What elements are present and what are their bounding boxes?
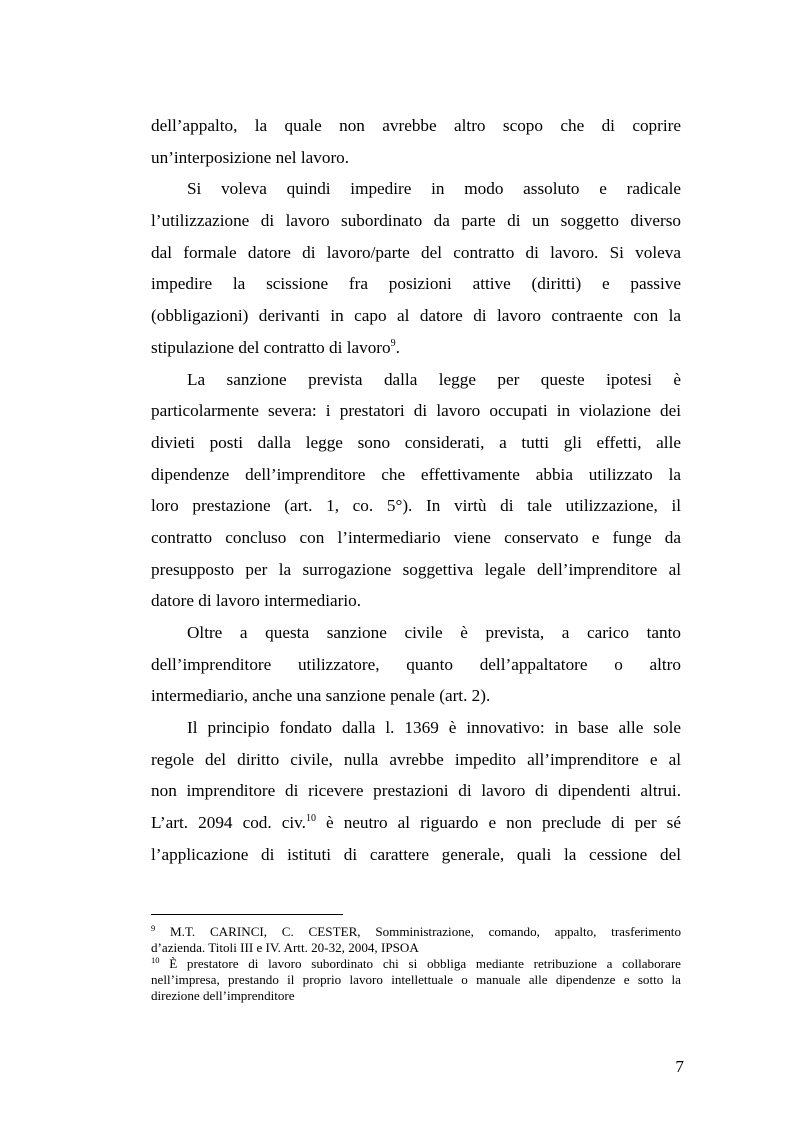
footnote-line: d’azienda. Titoli III e IV. Artt. 20-32, 2004, IPSOA [151,940,419,955]
paragraph-line-tail: . [395,337,400,357]
paragraph-line: l’utilizzazione di lavoro subordinato da parte di un soggetto diverso [151,211,681,231]
paragraph-line: Il principio fondato dalla l. 1369 è innovativo: in base alle sole [187,718,681,738]
paragraph-line: dipendenze dell’imprenditore che effettivamente abbia utilizzato la [151,464,681,484]
paragraph-line-text: stipulazione del contratto di lavoro [151,337,391,357]
paragraph-line-text: è neutro al riguardo e non preclude di per sé [315,813,681,833]
footnote-text: M.T. CARINCI, C. CESTER, Somministrazione, comando, appalto, trasferimento [155,924,681,939]
paragraph-1 [151,110,681,173]
paragraph-line: presupposto per la surrogazione soggettiva legale dell’imprenditore al [151,559,681,579]
footnote-number: 10 [151,955,160,965]
paragraph-line: intermediario, anche una sanzione penale (art. 2). [151,686,491,706]
paragraph-line: Oltre a questa sanzione civile è prevista, a carico tanto [187,623,681,642]
paragraph-line: dell’appalto, la quale non avrebbe altro scopo che di coprire [151,116,681,135]
paragraph-5 [151,712,681,870]
paragraph-line [151,807,681,839]
paragraph-line: La sanzione prevista dalla legge per queste ipotesi è [187,369,681,389]
footnotes [151,924,681,1004]
footnote-10 [151,956,681,1004]
footnote-line: nell’impresa, prestando il proprio lavoro intellettuale o manuale alle dipendenze e sotto la [151,972,681,987]
footnote-separator [151,914,343,915]
footnote-line [151,956,681,972]
paragraph-line: datore di lavoro intermediario. [151,591,361,611]
paragraph-line: dal formale datore di lavoro/parte del contratto di lavoro. Si voleva [151,242,681,262]
footnote-9 [151,924,681,956]
footnote-ref-10[interactable]: 10 [305,813,316,825]
paragraph-line: dell’imprenditore utilizzatore, quanto dell’appaltatore o altro [151,654,681,674]
paragraph-line: (obbligazioni) derivanti in capo al datore di lavoro contraente con la [151,306,681,326]
body-text [151,110,681,871]
paragraph-line: l’applicazione di istituti di carattere generale, quali la cessione del [151,844,681,864]
page-number: 7 [675,1057,684,1076]
paragraph-line-text: L’art. 2094 cod. civ. [151,813,306,833]
paragraph-3 [151,364,681,618]
paragraph-line: contratto concluso con l’intermediario viene conservato e funge da [151,527,681,547]
footnote-text: È prestatore di lavoro subordinato chi si obbliga mediante retribuzione a collaborare [159,956,681,971]
paragraph-line: Si voleva quindi impedire in modo assoluto e radicale [187,179,681,199]
paragraph-line: regole del diritto civile, nulla avrebbe impedito all’imprenditore e al [151,749,681,769]
paragraph-4 [151,617,681,712]
paragraph-line: non imprenditore di ricevere prestazioni di lavoro di dipendenti altrui. [151,781,681,801]
paragraph-line: loro prestazione (art. 1, co. 5°). In virtù di tale utilizzazione, il [151,496,681,516]
footnote-line [151,924,681,940]
footnote-number: 9 [151,923,156,933]
footnote-ref-9[interactable]: 9 [390,337,396,349]
paragraph-line: impedire la scissione fra posizioni attive (diritti) e passive [151,274,681,294]
footnote-line: direzione dell’imprenditore [151,988,295,1003]
paragraph-line [151,332,681,364]
paragraph-line: divieti posti dalla legge sono considerati, a tutti gli effetti, alle [151,432,681,452]
paragraph-line: un’interposizione nel lavoro. [151,147,350,167]
paragraph-line: particolarmente severa: i prestatori di lavoro occupati in violazione dei [151,401,681,421]
paragraph-2 [151,173,681,363]
